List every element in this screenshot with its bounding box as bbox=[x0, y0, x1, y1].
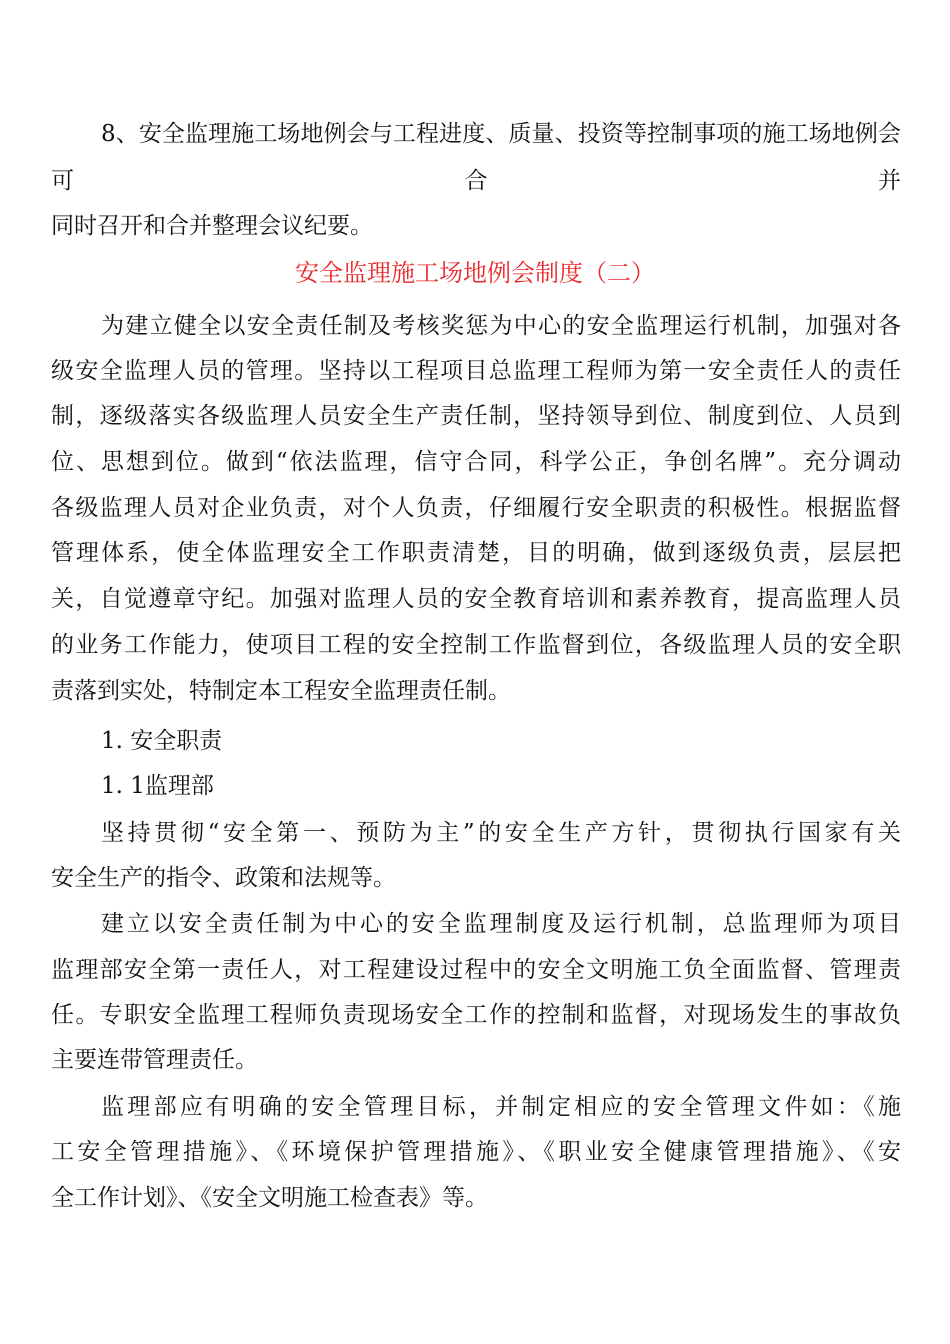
section-heading: 1. 安全职责 bbox=[101, 728, 223, 754]
intro-line-3: 同时召开和合并整理会议纪要。 bbox=[51, 213, 373, 239]
paragraph-1-line-8: 的业务工作能力，使项目工程的安全控制工作监督到位，各级监理人员的安全职 bbox=[51, 632, 901, 658]
paragraph-1-line-5: 各级监理人员对企业负责，对个人负责，仔细履行安全职责的积极性。根据监督 bbox=[51, 495, 901, 521]
paragraph-1-line-7: 关，自觉遵章守纪。加强对监理人员的安全教育培训和素养教育，提高监理人员 bbox=[51, 586, 901, 612]
paragraph-4-line-2: 工安全管理措施》、《环境保护管理措施》、《职业安全健康管理措施》、《安 bbox=[51, 1139, 901, 1165]
intro-line-2-text: 可合并 bbox=[51, 168, 901, 194]
paragraph-1-line-2: 级安全监理人员的管理。坚持以工程项目总监理工程师为第一安全责任人的责任 bbox=[51, 358, 901, 384]
paragraph-4-line-3: 全工作计划》、《安全文明施工检查表》等。 bbox=[51, 1185, 488, 1211]
paragraph-2-line-1: 坚持贯彻“安全第一、预防为主”的安全生产方针，贯彻执行国家有关 bbox=[101, 820, 901, 846]
intro-line-2 bbox=[51, 166, 901, 196]
paragraph-3-line-4: 主要连带管理责任。 bbox=[51, 1047, 258, 1073]
paragraph-4-line-1: 监理部应有明确的安全管理目标，并制定相应的安全管理文件如：《施 bbox=[101, 1094, 901, 1120]
paragraph-1-line-6: 管理体系，使全体监理安全工作职责清楚，目的明确，做到逐级负责，层层把 bbox=[51, 540, 901, 566]
paragraph-2-line-2: 安全生产的指令、政策和法规等。 bbox=[51, 865, 396, 891]
paragraph-1-line-9: 责落到实处，特制定本工程安全监理责任制。 bbox=[51, 678, 511, 704]
paragraph-1-line-4: 位、思想到位。做到“依法监理，信守合同，科学公正，争创名牌”。充分调动 bbox=[51, 449, 901, 475]
intro-line-1: 8、安全监理施工场地例会与工程进度、质量、投资等控制事项的施工场地例会 bbox=[101, 121, 901, 147]
paragraph-3-line-1: 建立以安全责任制为中心的安全监理制度及运行机制，总监理师为项目 bbox=[101, 911, 901, 937]
paragraph-1-line-1: 为建立健全以安全责任制及考核奖惩为中心的安全监理运行机制，加强对各 bbox=[101, 313, 901, 339]
document-title: 安全监理施工场地例会制度（二） bbox=[295, 259, 655, 287]
paragraph-1-line-3: 制，逐级落实各级监理人员安全生产责任制，坚持领导到位、制度到位、人员到 bbox=[51, 403, 901, 429]
subsection-heading: 1. 1监理部 bbox=[101, 773, 214, 799]
paragraph-3-line-2: 监理部安全第一责任人，对工程建设过程中的安全文明施工负全面监督、管理责 bbox=[51, 957, 901, 983]
paragraph-3-line-3: 任。专职安全监理工程师负责现场安全工作的控制和监督，对现场发生的事故负 bbox=[51, 1002, 901, 1028]
